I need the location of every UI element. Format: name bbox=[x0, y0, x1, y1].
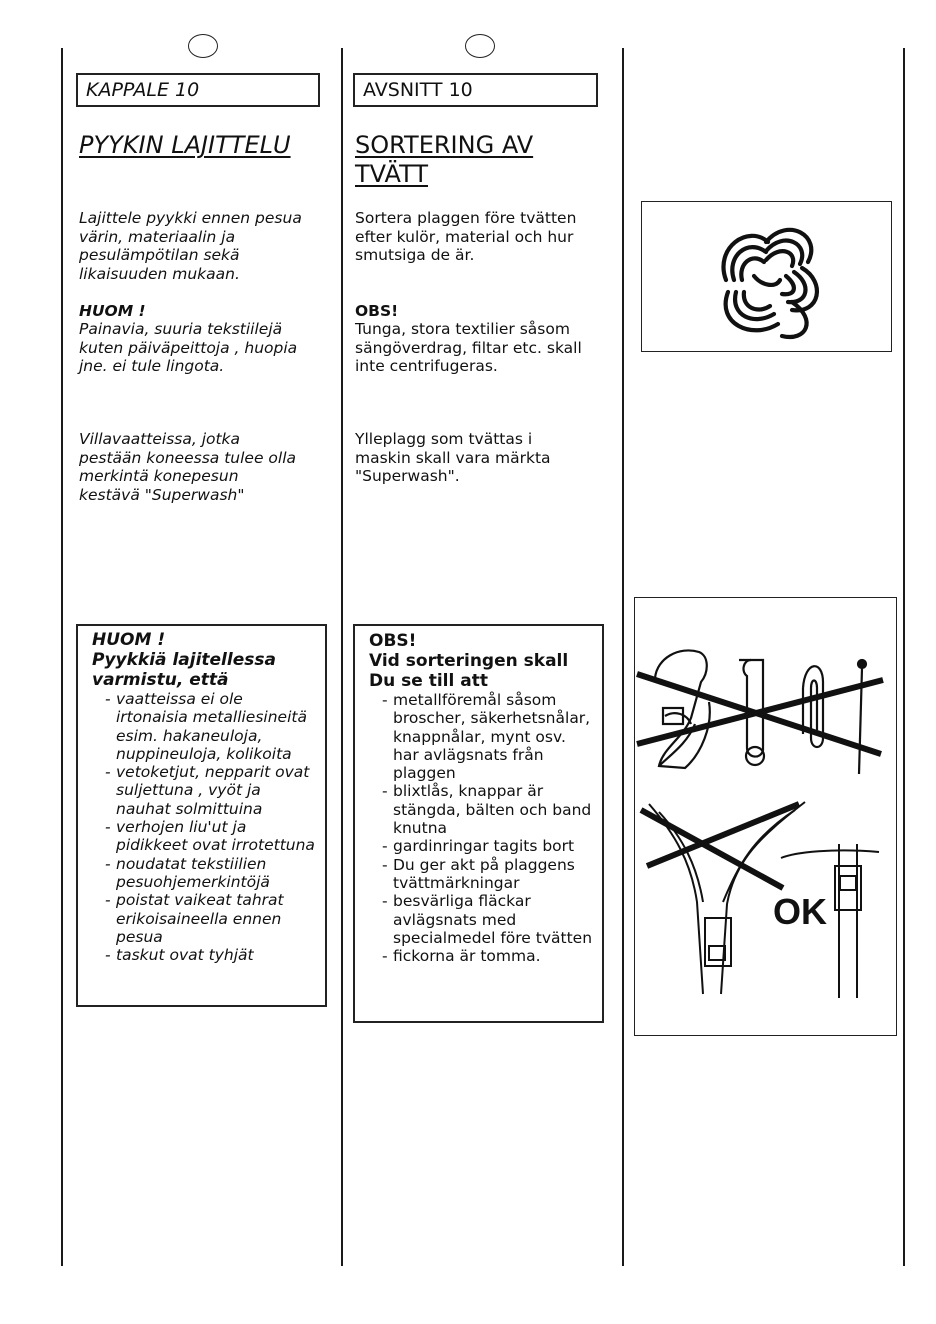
list-item: - taskut ovat tyhjät bbox=[105, 946, 254, 965]
column-divider-right bbox=[903, 48, 905, 1266]
list-item: - gardinringar tagits bort bbox=[382, 837, 575, 856]
list-item-text: noudatat tekstiilien pesuohjemerkintöjä bbox=[116, 854, 270, 891]
list-item-text: fickorna är tomma. bbox=[393, 947, 541, 966]
column-divider-middle-2 bbox=[622, 48, 624, 1266]
brooch-icon bbox=[655, 650, 710, 768]
wool-text-fi: Villavaatteissa, jotka pestään koneessa tulee olla merkintä konepesun kestävä "Superwash" bbox=[79, 430, 297, 504]
intro-text-sv: Sortera plaggen före tvätten efter kulör, material och hur smutsiga de är. bbox=[355, 209, 577, 264]
list-item-text: vaatteissa ei ole irtonaisia metalliesineitä esim. hakaneuloja, nuppineuloja, kolikoita bbox=[116, 690, 307, 763]
note-text-sv: Tunga, stora textilier såsom sängöverdrag, filtar etc. skall inte centrifugeras. bbox=[355, 320, 582, 375]
list-item-text: gardinringar tagits bort bbox=[393, 837, 575, 856]
metal-items-illustration bbox=[635, 598, 895, 1034]
list-item-text: poistat vaikeat tahrat erikoisaineella ennen pesua bbox=[116, 891, 284, 946]
list-item-text: vetoketjut, nepparit ovat suljettuna , vyöt ja nauhat solmittuina bbox=[116, 763, 310, 818]
checklist-heading-fi: HUOM ! Pyykkiä lajitellessa varmistu, että bbox=[92, 630, 276, 690]
language-marker-sv bbox=[465, 34, 495, 58]
list-item: - poistat vaikeat tahrat erikoisaineella ennen pesua bbox=[105, 891, 284, 946]
list-item-text: besvärliga fläckar avlägsnats med specialmedel före tvätten bbox=[393, 892, 593, 947]
note-text-fi: Painavia, suuria tekstiilejä kuten päiväpeittoja , huopia jne. ei tule lingota. bbox=[79, 320, 298, 375]
column-divider-middle-1 bbox=[341, 48, 343, 1266]
list-item: - blixtlås, knappar är stängda, bälten och band knutna bbox=[382, 782, 592, 838]
list-item-text: taskut ovat tyhjät bbox=[116, 946, 254, 965]
wool-text-sv: Ylleplagg som tvättas i maskin skall vara märkta "Superwash". bbox=[355, 430, 551, 485]
list-item-text: metallföremål såsom broscher, säkerhetsnålar, knappnålar, mynt osv. har avlägsnats från plaggen bbox=[393, 691, 591, 783]
column-divider-left bbox=[61, 48, 63, 1266]
cross-mark-zipper bbox=[641, 804, 799, 888]
checklist-sv bbox=[375, 691, 596, 965]
page-title-sv-line-1: SORTERING AV bbox=[355, 131, 534, 159]
page-title-sv bbox=[355, 131, 533, 189]
note-label-fi: HUOM ! bbox=[79, 302, 146, 320]
checklist-box-fi bbox=[76, 624, 327, 1007]
list-item: - Du ger akt på plaggens tvättmärkningar bbox=[382, 855, 575, 892]
page-title-sv-line-2: TVÄTT bbox=[355, 160, 428, 188]
list-item: - metallföremål såsom broscher, säkerhetsnålar, knappnålar, mynt osv. har avlägsnats från plaggen bbox=[382, 691, 591, 783]
metal-items-zipper-image-box bbox=[634, 597, 897, 1036]
woolmark-icon bbox=[642, 202, 890, 350]
checklist-fi bbox=[98, 690, 317, 964]
list-item: - vetoketjut, nepparit ovat suljettuna , vyöt ja nauhat solmittuina bbox=[105, 763, 310, 818]
list-item: - verhojen liu'ut ja pidikkeet ovat irrotettuna bbox=[105, 818, 315, 855]
language-marker-fi bbox=[188, 34, 218, 58]
list-item-text: Du ger akt på plaggens tvättmärkningar bbox=[393, 855, 575, 892]
list-item: - noudatat tekstiilien pesuohjemerkintöjä bbox=[105, 854, 270, 891]
list-item: - fickorna är tomma. bbox=[382, 947, 541, 966]
checklist-box-sv bbox=[353, 624, 604, 1023]
section-header-sv: AVSNITT 10 bbox=[353, 73, 598, 107]
checklist-heading-sv: OBS! Vid sorteringen skall Du se till att bbox=[369, 631, 569, 691]
list-item-text: blixtlås, knappar är stängda, bälten och band knutna bbox=[393, 782, 592, 838]
pin-icon bbox=[858, 660, 866, 774]
list-item-text: verhojen liu'ut ja pidikkeet ovat irrotettuna bbox=[116, 818, 315, 855]
list-item: - besvärliga fläckar avlägsnats med specialmedel före tvätten bbox=[382, 892, 593, 947]
note-label-sv: OBS! bbox=[355, 302, 399, 320]
zipper-ok-label: OK bbox=[773, 891, 827, 932]
list-item: - vaatteissa ei ole irtonaisia metalliesineitä esim. hakaneuloja, nuppineuloja, kolikoita bbox=[105, 690, 307, 763]
woolmark-image-box bbox=[641, 201, 892, 352]
intro-text-fi: Lajittele pyykki ennen pesua värin, materiaalin ja pesulämpötilan sekä likaisuuden mukaan. bbox=[79, 209, 302, 283]
page-title-fi: PYYKIN LAJITTELU bbox=[79, 131, 291, 159]
section-header-fi: KAPPALE 10 bbox=[76, 73, 320, 107]
